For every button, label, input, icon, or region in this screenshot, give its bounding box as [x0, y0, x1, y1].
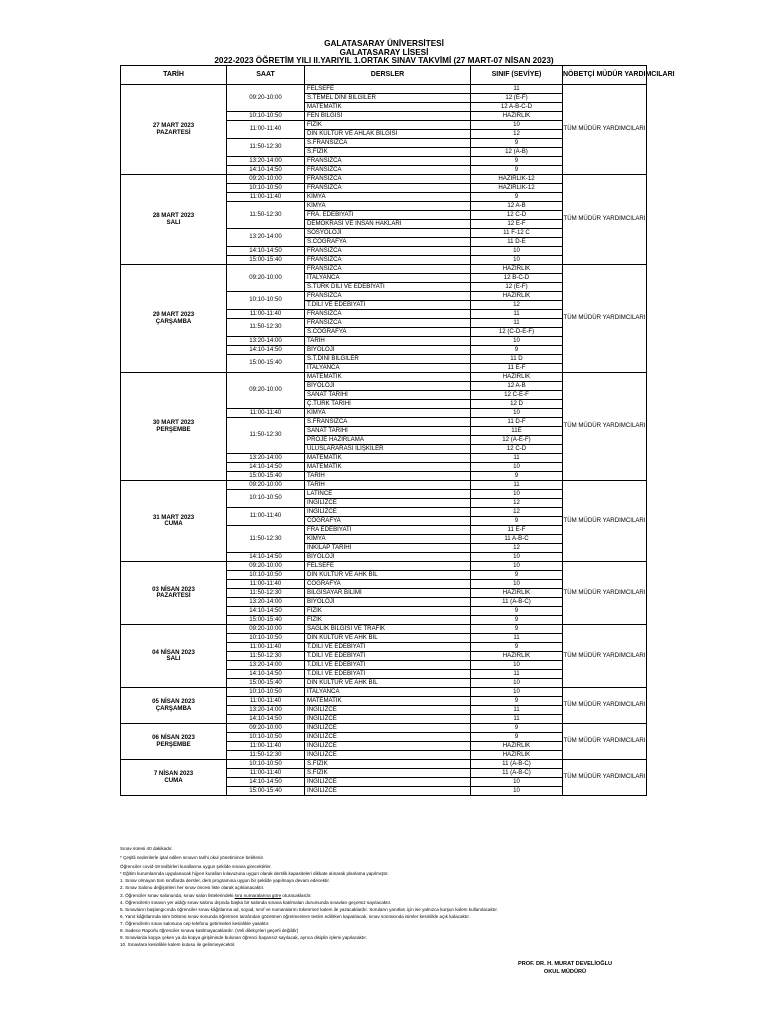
- exam-time: 15:00-15:40: [227, 787, 305, 796]
- class-level: 11: [471, 454, 563, 463]
- exam-weekday: ÇARŞAMBA: [155, 704, 192, 712]
- lesson-name: TARİH: [305, 472, 471, 481]
- class-level: 11 E-F: [471, 364, 563, 373]
- exam-date: 05 NİSAN 2023: [152, 698, 195, 706]
- notes-section: [120, 845, 680, 948]
- exam-date-cell: [121, 625, 227, 688]
- lesson-name: S.FİZİK: [305, 760, 471, 769]
- exam-date: 29 MART 2023: [152, 311, 195, 319]
- lesson-name: İNGİLİZCE: [305, 715, 471, 724]
- exam-schedule-table: [120, 65, 675, 796]
- lesson-name: S.TÜRK DİLİ VE EDEBİYATI: [305, 283, 471, 292]
- class-level: HAZIRLIK: [471, 589, 563, 598]
- exam-time: 11:00-11:40: [227, 643, 305, 652]
- lesson-name: PROJE HAZIRLAMA: [305, 436, 471, 445]
- exam-weekday: ÇARŞAMBA: [155, 317, 192, 325]
- class-level: 9: [471, 157, 563, 166]
- exam-time: 14:10-14:50: [227, 670, 305, 679]
- exam-time: 15:00-15:40: [227, 355, 305, 373]
- class-level: 11 A-B-C: [471, 535, 563, 544]
- lesson-name: BİYOLOJİ: [305, 382, 471, 391]
- table-row: [121, 688, 647, 697]
- class-level: 10: [471, 409, 563, 418]
- class-level: 10: [471, 688, 563, 697]
- exam-time: 10:10-10:50: [227, 733, 305, 742]
- class-level: 11: [471, 634, 563, 643]
- class-level: 11E: [471, 427, 563, 436]
- class-level: 10: [471, 337, 563, 346]
- exam-time: 11:50-12:30: [227, 202, 305, 229]
- lesson-name: DİN KÜLTÜR VE AHLAK BİLGİSİ: [305, 130, 471, 139]
- table-header-row: [121, 66, 647, 85]
- lesson-name: İTALYANCA: [305, 364, 471, 373]
- exam-weekday: SALI: [166, 655, 181, 662]
- exam-date: 03 NİSAN 2023: [152, 585, 195, 593]
- lesson-name: DİN KÜLTÜR VE AHK BİL: [305, 571, 471, 580]
- lesson-name: ULUSLARARASI İLİŞKİLER: [305, 445, 471, 454]
- lesson-name: COĞRAFYA: [305, 517, 471, 526]
- column-header-time: SAAT: [227, 66, 305, 85]
- table-row: [121, 373, 647, 382]
- class-level: 10: [471, 778, 563, 787]
- lesson-name: T.DİLİ VE EDEBİYATI: [305, 670, 471, 679]
- lesson-name: MATEMATİK: [305, 454, 471, 463]
- note-line: 1. Sınav olmayan tüm sınıflarda dersler, ders programına uygun bir şekilde yapılmaya devam edecektir.: [120, 878, 330, 884]
- class-level: 12 (E-F): [471, 283, 563, 292]
- note-line: 9. Sınavlarda kopya çeken ya da kopya girişiminde bulunan öğrenci başarısız sayılacak, ayrıca disiplin işlemi yapılacaktır.: [120, 935, 367, 941]
- exam-weekday: SALI: [166, 218, 181, 226]
- class-level: 10: [471, 787, 563, 796]
- lesson-name: KİMYA: [305, 202, 471, 211]
- class-level: 12 A-B-C-D: [471, 103, 563, 112]
- lesson-name: FRANSIZCA: [305, 292, 471, 301]
- exam-time: 15:00-15:40: [227, 472, 305, 481]
- lesson-name: FELSEFE: [305, 562, 471, 571]
- exam-time: 11:50-12:30: [227, 418, 305, 454]
- exam-weekday: PERŞEMBE: [156, 740, 191, 748]
- exam-time: 15:00-15:40: [227, 679, 305, 688]
- lesson-name: İNGİLİZCE: [305, 508, 471, 517]
- lesson-name: İNKILAP TARİHİ: [305, 544, 471, 553]
- school-name: GALATASARAY LİSESİ: [339, 47, 429, 57]
- class-level: 9: [471, 139, 563, 148]
- class-level: 9: [471, 346, 563, 355]
- lesson-name: T.DİLİ VE EDEBİYATI: [305, 301, 471, 310]
- lesson-name: FİZİK: [305, 121, 471, 130]
- lesson-name: İNGİLİZCE: [305, 724, 471, 733]
- lesson-name: İTALYANCA: [305, 688, 471, 697]
- exam-date: 31 MART 2023: [152, 513, 195, 521]
- class-level: 9: [471, 724, 563, 733]
- lesson-name: MATEMATİK: [305, 103, 471, 112]
- duty-officers: TÜM MÜDÜR YARDIMCILARI: [563, 760, 647, 796]
- lesson-name: FRANSIZCA: [305, 319, 471, 328]
- class-level: 11 D-F: [471, 418, 563, 427]
- lesson-name: FELSEFE: [305, 85, 471, 94]
- class-level: 12 (A-E-F): [471, 436, 563, 445]
- class-level: 11 (A-B-C): [471, 598, 563, 607]
- document-header: [0, 40, 768, 66]
- exam-time: 09:20-10:00: [227, 265, 305, 292]
- exam-time: 11:50-12:30: [227, 589, 305, 598]
- exam-time: 11:50-12:30: [227, 526, 305, 553]
- class-level: 11 (A-B-C): [471, 769, 563, 778]
- exam-time: 09:20-10:00: [227, 481, 305, 490]
- exam-date-cell: [121, 760, 227, 796]
- exam-time: 13:20-14:00: [227, 661, 305, 670]
- lesson-name: FRANSIZCA: [305, 265, 471, 274]
- lesson-name: FRA EDEBİYATI: [305, 526, 471, 535]
- exam-weekday: PAZARTESİ: [156, 592, 191, 599]
- lesson-name: BİYOLOJİ: [305, 553, 471, 562]
- lesson-name: BİYOLOJİ: [305, 346, 471, 355]
- class-level: 10: [471, 562, 563, 571]
- lesson-name: İNGİLİZCE: [305, 706, 471, 715]
- column-header-class: SINIF (SEVİYE): [471, 66, 563, 85]
- duty-officers: TÜM MÜDÜR YARDIMCILARI: [563, 265, 647, 373]
- class-level: 12 B-C-D: [471, 274, 563, 283]
- exam-time: 11:00-11:40: [227, 310, 305, 319]
- class-level: 11: [471, 85, 563, 94]
- exam-time: 13:20-14:00: [227, 157, 305, 166]
- class-level: 9: [471, 733, 563, 742]
- table-row: [121, 562, 647, 571]
- note-line: * Eğitim kurumlarında uygulanacak hijyen kuralları kılavuzuna uygun olarak derslik kapasiteleri dikkate alınarak planlama yapılmıştır.: [120, 871, 389, 877]
- exam-time: 15:00-15:40: [227, 256, 305, 265]
- note-line: * Çeşitli nedenlerle iptal edilen sınavın tarihi okul yönetimince belirlenir.: [120, 855, 265, 861]
- class-level: 12: [471, 544, 563, 553]
- duty-officers: TÜM MÜDÜR YARDIMCILARI: [563, 625, 647, 688]
- class-level: 12 (E-F): [471, 94, 563, 103]
- class-level: 10: [471, 463, 563, 472]
- column-header-date: TARİH: [121, 66, 227, 85]
- lesson-name: SOSYOLOJİ: [305, 229, 471, 238]
- lesson-name: İNGİLİZCE: [305, 787, 471, 796]
- lesson-name: BİYOLOJİ: [305, 598, 471, 607]
- exam-date: 27 MART 2023: [152, 122, 195, 130]
- lesson-name: LATİNCE: [305, 490, 471, 499]
- note-line: 7. Öğrencilerin sınav salonuna cep telefonu getirmeleri kesinlikle yasaktır.: [120, 920, 270, 926]
- exam-weekday: CUMA: [164, 776, 183, 784]
- lesson-name: S.COĞRAFYA: [305, 328, 471, 337]
- exam-weekday: PERŞEMBE: [156, 425, 191, 433]
- duty-officers: TÜM MÜDÜR YARDIMCILARI: [563, 85, 647, 175]
- class-level: HAZIRLIK-12: [471, 184, 563, 193]
- lesson-name: FRANSIZCA: [305, 184, 471, 193]
- note-line: 2. Sınav Salonu değişimleri her sınav öncesi liste olarak açıklanacaktır.: [120, 885, 265, 891]
- class-level: 9: [471, 607, 563, 616]
- class-level: 10: [471, 256, 563, 265]
- class-level: 12 A-B: [471, 382, 563, 391]
- class-level: 9: [471, 616, 563, 625]
- table-row: [121, 625, 647, 634]
- exam-time: 10:10-10:50: [227, 634, 305, 643]
- class-level: 11: [471, 481, 563, 490]
- class-level: 12 A-B: [471, 202, 563, 211]
- duty-officers: TÜM MÜDÜR YARDIMCILARI: [563, 175, 647, 265]
- table-row: [121, 85, 647, 94]
- principal-title: OKUL MÜDÜRÜ: [543, 969, 587, 975]
- table-row: [121, 724, 647, 733]
- exam-date: 06 NİSAN 2023: [152, 734, 195, 742]
- class-level: HAZIRLIK: [471, 265, 563, 274]
- exam-time: 10:10-10:50: [227, 688, 305, 697]
- duty-officers: TÜM MÜDÜR YARDIMCILARI: [563, 481, 647, 562]
- exam-date-cell: [121, 688, 227, 724]
- class-level: 11: [471, 310, 563, 319]
- class-level: HAZIRLIK: [471, 373, 563, 382]
- class-level: 11 D-E: [471, 238, 563, 247]
- exam-date-cell: [121, 175, 227, 265]
- exam-date: 30 MART 2023: [152, 419, 195, 427]
- table-row: [121, 760, 647, 769]
- lesson-name: KİMYA: [305, 193, 471, 202]
- class-level: HAZIRLIK: [471, 652, 563, 661]
- class-level: HAZIRLIK: [471, 292, 563, 301]
- lesson-name: FRANSIZCA: [305, 175, 471, 184]
- lesson-name: S.COĞRAFYA: [305, 238, 471, 247]
- class-level: 9: [471, 697, 563, 706]
- class-level: 10: [471, 580, 563, 589]
- exam-time: 13:20-14:00: [227, 337, 305, 346]
- class-level: 9: [471, 625, 563, 634]
- exam-time: 13:20-14:00: [227, 229, 305, 247]
- exam-date-cell: [121, 724, 227, 760]
- lesson-name: MATEMATİK: [305, 463, 471, 472]
- note-line: [120, 892, 680, 899]
- class-level: 11 (A-B-C): [471, 760, 563, 769]
- exam-time: 11:00-11:40: [227, 193, 305, 202]
- lesson-name: S.FİZİK: [305, 148, 471, 157]
- lesson-name: TARİH: [305, 481, 471, 490]
- class-level: 12 C-D: [471, 211, 563, 220]
- class-level: 11 F-12 C: [471, 229, 563, 238]
- lesson-name: S.FRANSIZCA: [305, 139, 471, 148]
- exam-time: 09:20-10:00: [227, 175, 305, 184]
- class-level: HAZIRLIK: [471, 751, 563, 760]
- exam-time: 11:00-11:40: [227, 508, 305, 526]
- exam-time: 11:50-12:30: [227, 319, 305, 337]
- class-level: 9: [471, 193, 563, 202]
- class-level: 10: [471, 553, 563, 562]
- lesson-name: KİMYA: [305, 409, 471, 418]
- university-name: GALATASARAY ÜNİVERSİTESİ: [324, 39, 444, 48]
- column-header-lessons: DERSLER: [305, 66, 471, 85]
- lesson-name: MATEMATİK: [305, 373, 471, 382]
- lesson-name: FRANSIZCA: [305, 310, 471, 319]
- duty-officers: TÜM MÜDÜR YARDIMCILARI: [563, 562, 647, 625]
- lesson-name: FRANSIZCA: [305, 166, 471, 175]
- exam-time: 11:00-11:40: [227, 580, 305, 589]
- principal-name: PROF. DR. H. MURAT DEVELİOĞLU: [517, 961, 613, 967]
- class-level: 12: [471, 301, 563, 310]
- class-level: 11 D: [471, 355, 563, 364]
- lesson-name: İNGİLİZCE: [305, 733, 471, 742]
- exam-time: 10:10-10:50: [227, 112, 305, 121]
- note-line: 4. Öğrencilerin sınavın yer aldığı sınav salonu dışında başka bir salonda sınava katılmaları durumunda sınavları geçersiz sayılacaktır.: [120, 899, 392, 905]
- exam-time: 15:00-15:40: [227, 616, 305, 625]
- lesson-name: T.DİLİ VE EDEBİYATI: [305, 661, 471, 670]
- exam-time: 10:10-10:50: [227, 490, 305, 508]
- exam-time: 10:10-10:50: [227, 292, 305, 310]
- lesson-name: İNGİLİZCE: [305, 499, 471, 508]
- lesson-name: S.FRANSIZCA: [305, 418, 471, 427]
- exam-time: 14:10-14:50: [227, 715, 305, 724]
- class-level: 10: [471, 121, 563, 130]
- lesson-name: SAĞLIK BİLGİSİ VE TRAFİK: [305, 625, 471, 634]
- lesson-name: DİN KÜLTÜR VE AHK BİL: [305, 679, 471, 688]
- class-level: 11 E-F: [471, 526, 563, 535]
- note-line: 10. Sınavlara kesinlikle kalem kutusu ile gelinmeyecektir.: [120, 942, 236, 948]
- lesson-name: T.DİLİ VE EDEBİYATI: [305, 652, 471, 661]
- class-level: 12: [471, 508, 563, 517]
- note-line: 8. Sadece Raporlu öğrenciler sınava katılmayacaklardır. (Veli dilekçeleri geçerli değildir): [120, 928, 299, 934]
- class-level: 12 (A-B): [471, 148, 563, 157]
- exam-time: 14:10-14:50: [227, 247, 305, 256]
- note-underlined-text: sıra numaralarına göre: [234, 892, 282, 898]
- exam-time: 11:00-11:40: [227, 409, 305, 418]
- class-level: HAZIRLIK: [471, 112, 563, 121]
- signature-block: [490, 960, 640, 976]
- exam-date-cell: [121, 373, 227, 481]
- note-line: Öğrenciler covid-19 tedbirleri kurallarına uygun şekilde sınava girecektirler.: [120, 864, 272, 870]
- class-level: 10: [471, 247, 563, 256]
- exam-time: 14:10-14:50: [227, 553, 305, 562]
- class-level: 12 E-F: [471, 220, 563, 229]
- lesson-name: FRANSIZCA: [305, 256, 471, 265]
- exam-time: 11:00-11:40: [227, 769, 305, 778]
- class-level: HAZIRLIK-12: [471, 175, 563, 184]
- lesson-name: Ç.TÜRK TARİHİ: [305, 400, 471, 409]
- class-level: 12: [471, 130, 563, 139]
- note-line: 6. Yanıt kâğıtlarında isim bölümü sınav sonunda öğretmen tarafından gözetmen öğretmenlere teslim edilirken kapatılacak, sınav sonrasında isimler kesinlikle açık kalacaktır.: [120, 913, 470, 919]
- lesson-name: SANAT TARİHİ: [305, 391, 471, 400]
- schedule-title: 2022-2023 ÖĞRETİM YILI II.YARIYIL 1.ORTAK SINAV TAKVİMİ (27 MART-07 NİSAN 2023): [214, 56, 554, 66]
- exam-weekday: PAZARTESİ: [156, 128, 191, 136]
- lesson-name: S.TEMEL DİNİ BİLGİLER: [305, 94, 471, 103]
- exam-time: 09:20-10:00: [227, 724, 305, 733]
- duty-officers: TÜM MÜDÜR YARDIMCILARI: [563, 724, 647, 760]
- table-row: [121, 481, 647, 490]
- exam-time: 10:10-10:50: [227, 760, 305, 769]
- class-level: 12 (C-D-E-F): [471, 328, 563, 337]
- lesson-name: FRANSIZCA: [305, 157, 471, 166]
- exam-weekday: CUMA: [164, 520, 183, 527]
- exam-time: 09:20-10:00: [227, 562, 305, 571]
- duty-officers: TÜM MÜDÜR YARDIMCILARI: [563, 688, 647, 724]
- lesson-name: SANAT TARİHİ: [305, 427, 471, 436]
- class-level: 9: [471, 472, 563, 481]
- lesson-name: FİZİK: [305, 616, 471, 625]
- exam-time: 11:50-12:30: [227, 139, 305, 157]
- lesson-name: MATEMATİK: [305, 697, 471, 706]
- exam-time: 11:50-12:30: [227, 652, 305, 661]
- class-level: HAZIRLIK: [471, 742, 563, 751]
- exam-time: 13:20-14:00: [227, 598, 305, 607]
- lesson-name: İNGİLİZCE: [305, 751, 471, 760]
- lesson-name: DEMOKRASİ VE İNSAN HAKLARI: [305, 220, 471, 229]
- note-line: 5. Sınavların başlangıcında öğrenciler sınav kâğıtlarına ad, soyad, sınıf ve numaralarını tükenmez kalem ile yazacaklardır. Soruların yanıtları için ise yalnızca kurşun kalem kullanılacaktır.: [120, 906, 498, 912]
- class-level: 12 C-E-F: [471, 391, 563, 400]
- column-header-duty: NÖBETÇİ MÜDÜR YARDIMCILARI: [563, 66, 647, 85]
- lesson-name: T.DİLİ VE EDEBİYATI: [305, 643, 471, 652]
- exam-time: 14:10-14:50: [227, 607, 305, 616]
- schedule-body: [121, 85, 647, 796]
- exam-time: 11:50-12:30: [227, 751, 305, 760]
- class-level: 11: [471, 670, 563, 679]
- class-level: 9: [471, 166, 563, 175]
- lesson-name: İNGİLİZCE: [305, 778, 471, 787]
- exam-time: 13:20-14:00: [227, 706, 305, 715]
- lesson-name: BİLGİSAYAR BİLİMİ: [305, 589, 471, 598]
- lesson-name: S.T.DİNİ BİLGİLER: [305, 355, 471, 364]
- lesson-name: S.FİZİK: [305, 769, 471, 778]
- class-level: 11: [471, 715, 563, 724]
- exam-date-cell: [121, 562, 227, 625]
- exam-date-cell: [121, 265, 227, 373]
- exam-time: 11:00-11:40: [227, 742, 305, 751]
- lesson-name: COĞRAFYA: [305, 580, 471, 589]
- exam-time: 14:10-14:50: [227, 346, 305, 355]
- exam-time: 11:00-11:40: [227, 121, 305, 139]
- exam-date-cell: [121, 85, 227, 175]
- lesson-name: İTALYANCA: [305, 274, 471, 283]
- class-level: 12 D: [471, 400, 563, 409]
- table-row: [121, 175, 647, 184]
- note-text: 3. Öğrenciler sınav salonunda, sınav salon listelerindeki: [120, 892, 235, 898]
- class-level: 10: [471, 679, 563, 688]
- exam-date: 04 NİSAN 2023: [152, 648, 195, 656]
- exam-date-cell: [121, 481, 227, 562]
- lesson-name: DİN KÜLTÜR VE AHK BİL: [305, 634, 471, 643]
- lesson-name: İNGİLİZCE: [305, 742, 471, 751]
- class-level: 9: [471, 571, 563, 580]
- class-level: 12: [471, 499, 563, 508]
- class-level: 10: [471, 661, 563, 670]
- note-text: oturacaklardır.: [281, 892, 312, 898]
- duty-officers: TÜM MÜDÜR YARDIMCILARI: [563, 373, 647, 481]
- exam-time: 10:10-10:50: [227, 571, 305, 580]
- class-level: 9: [471, 643, 563, 652]
- exam-time: 14:10-14:50: [227, 778, 305, 787]
- table-row: [121, 265, 647, 274]
- exam-time: 11:00-11:40: [227, 697, 305, 706]
- lesson-name: FRA. EDEBİYATI: [305, 211, 471, 220]
- class-level: 11: [471, 706, 563, 715]
- class-level: 9: [471, 517, 563, 526]
- class-level: 11: [471, 319, 563, 328]
- exam-time: 10:10-10:50: [227, 184, 305, 193]
- class-level: 12 C-D: [471, 445, 563, 454]
- lesson-name: KİMYA: [305, 535, 471, 544]
- lesson-name: FİZİK: [305, 607, 471, 616]
- exam-date: 28 MART 2023: [152, 212, 195, 220]
- note-line: Sınav süresi 40 dakikadır.: [120, 846, 173, 851]
- exam-time: 09:20-10:00: [227, 625, 305, 634]
- exam-time: 14:10-14:50: [227, 463, 305, 472]
- exam-date: 7 NİSAN 2023: [153, 770, 194, 778]
- lesson-name: TARİH: [305, 337, 471, 346]
- lesson-name: FRANSIZCA: [305, 247, 471, 256]
- exam-time: 09:20-10:00: [227, 85, 305, 112]
- exam-time: 09:20-10:00: [227, 373, 305, 409]
- exam-time: 14:10-14:50: [227, 166, 305, 175]
- exam-time: 13:20-14:00: [227, 454, 305, 463]
- class-level: 10: [471, 490, 563, 499]
- lesson-name: FEN BİLGİSİ: [305, 112, 471, 121]
